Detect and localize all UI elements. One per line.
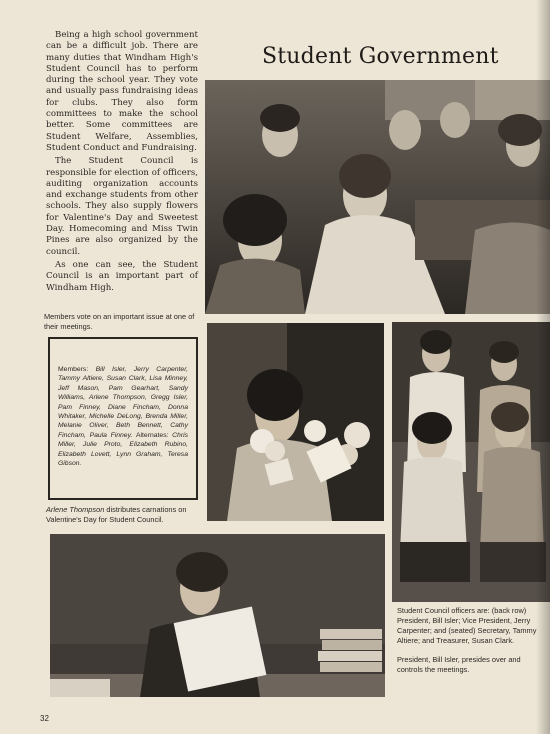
caption-officers: Student Council officers are: (back row) President, Bill Isler; Vice President, Jerry Carpenter; and (seated) Secretary, Tammy Altiere; and Treasurer, Susan Clark. xyxy=(397,606,537,645)
members-label: Members: xyxy=(58,366,96,373)
intro-paragraph-2: The Student Council is responsible for election of officers, auditing organization accounts and exchange students from other schools. They also supply flowers for Valentine's Day and Sweetest Day. Homecoming and Miss Twin Pines are also organized by the council. xyxy=(46,156,198,257)
intro-paragraph-3: As one can see, the Student Council is an important part of Windham High. xyxy=(46,259,198,293)
photo-carnations xyxy=(207,323,384,521)
caption-president: President, Bill Isler, presides over and controls the meetings. xyxy=(397,655,521,674)
photo-president xyxy=(50,534,385,697)
members-names: Bill Isler, Jerry Carpenter, Tammy Altiere, Susan Clark, Lisa Minney, Jeff Mason, Pam Gearhart, Sandy Williams, Arlene Thompson, Gregg Isler, Pam Finney, Diane Fincham, Donna Whitaker, Michelle DeLong, Brenda Miller, Melanie Oliver, Beth Bennett, Cathy Fincham, Paula Finney. xyxy=(58,366,188,439)
alternates-label: Alternates: xyxy=(136,431,173,439)
intro-text xyxy=(46,30,198,296)
photo-officers xyxy=(392,322,550,602)
caption-carnations-text: distributes carnations on Valentine's Day for Student Council. xyxy=(46,505,187,524)
caption-meeting: Members vote on an important issue at one of their meetings. xyxy=(44,312,195,331)
page-edge-shadow xyxy=(536,0,550,734)
caption-carnations-name: Arlene Thompson xyxy=(46,505,105,514)
page-number: 32 xyxy=(40,714,49,723)
page-title: Student Government xyxy=(262,44,499,69)
members-box xyxy=(48,337,198,500)
intro-paragraph-1: Being a high school government can be a difficult job. There are many duties that Windham High's Student Council has to perform during the school year. They vote and usually pass fundraising ideas for clubs. They also form committees to make the school better. Some committees are Student Welfare, Assemblies, Student Conduct and Fundraising. xyxy=(46,30,198,153)
photo-meeting xyxy=(205,80,550,314)
caption-carnations xyxy=(46,505,206,525)
alternates-names: Chris Miller, Julie Proto, Elizabeth Rubino, Elizabeth Lovett, Lynn Graham, Teresa Gibson. xyxy=(58,431,188,468)
